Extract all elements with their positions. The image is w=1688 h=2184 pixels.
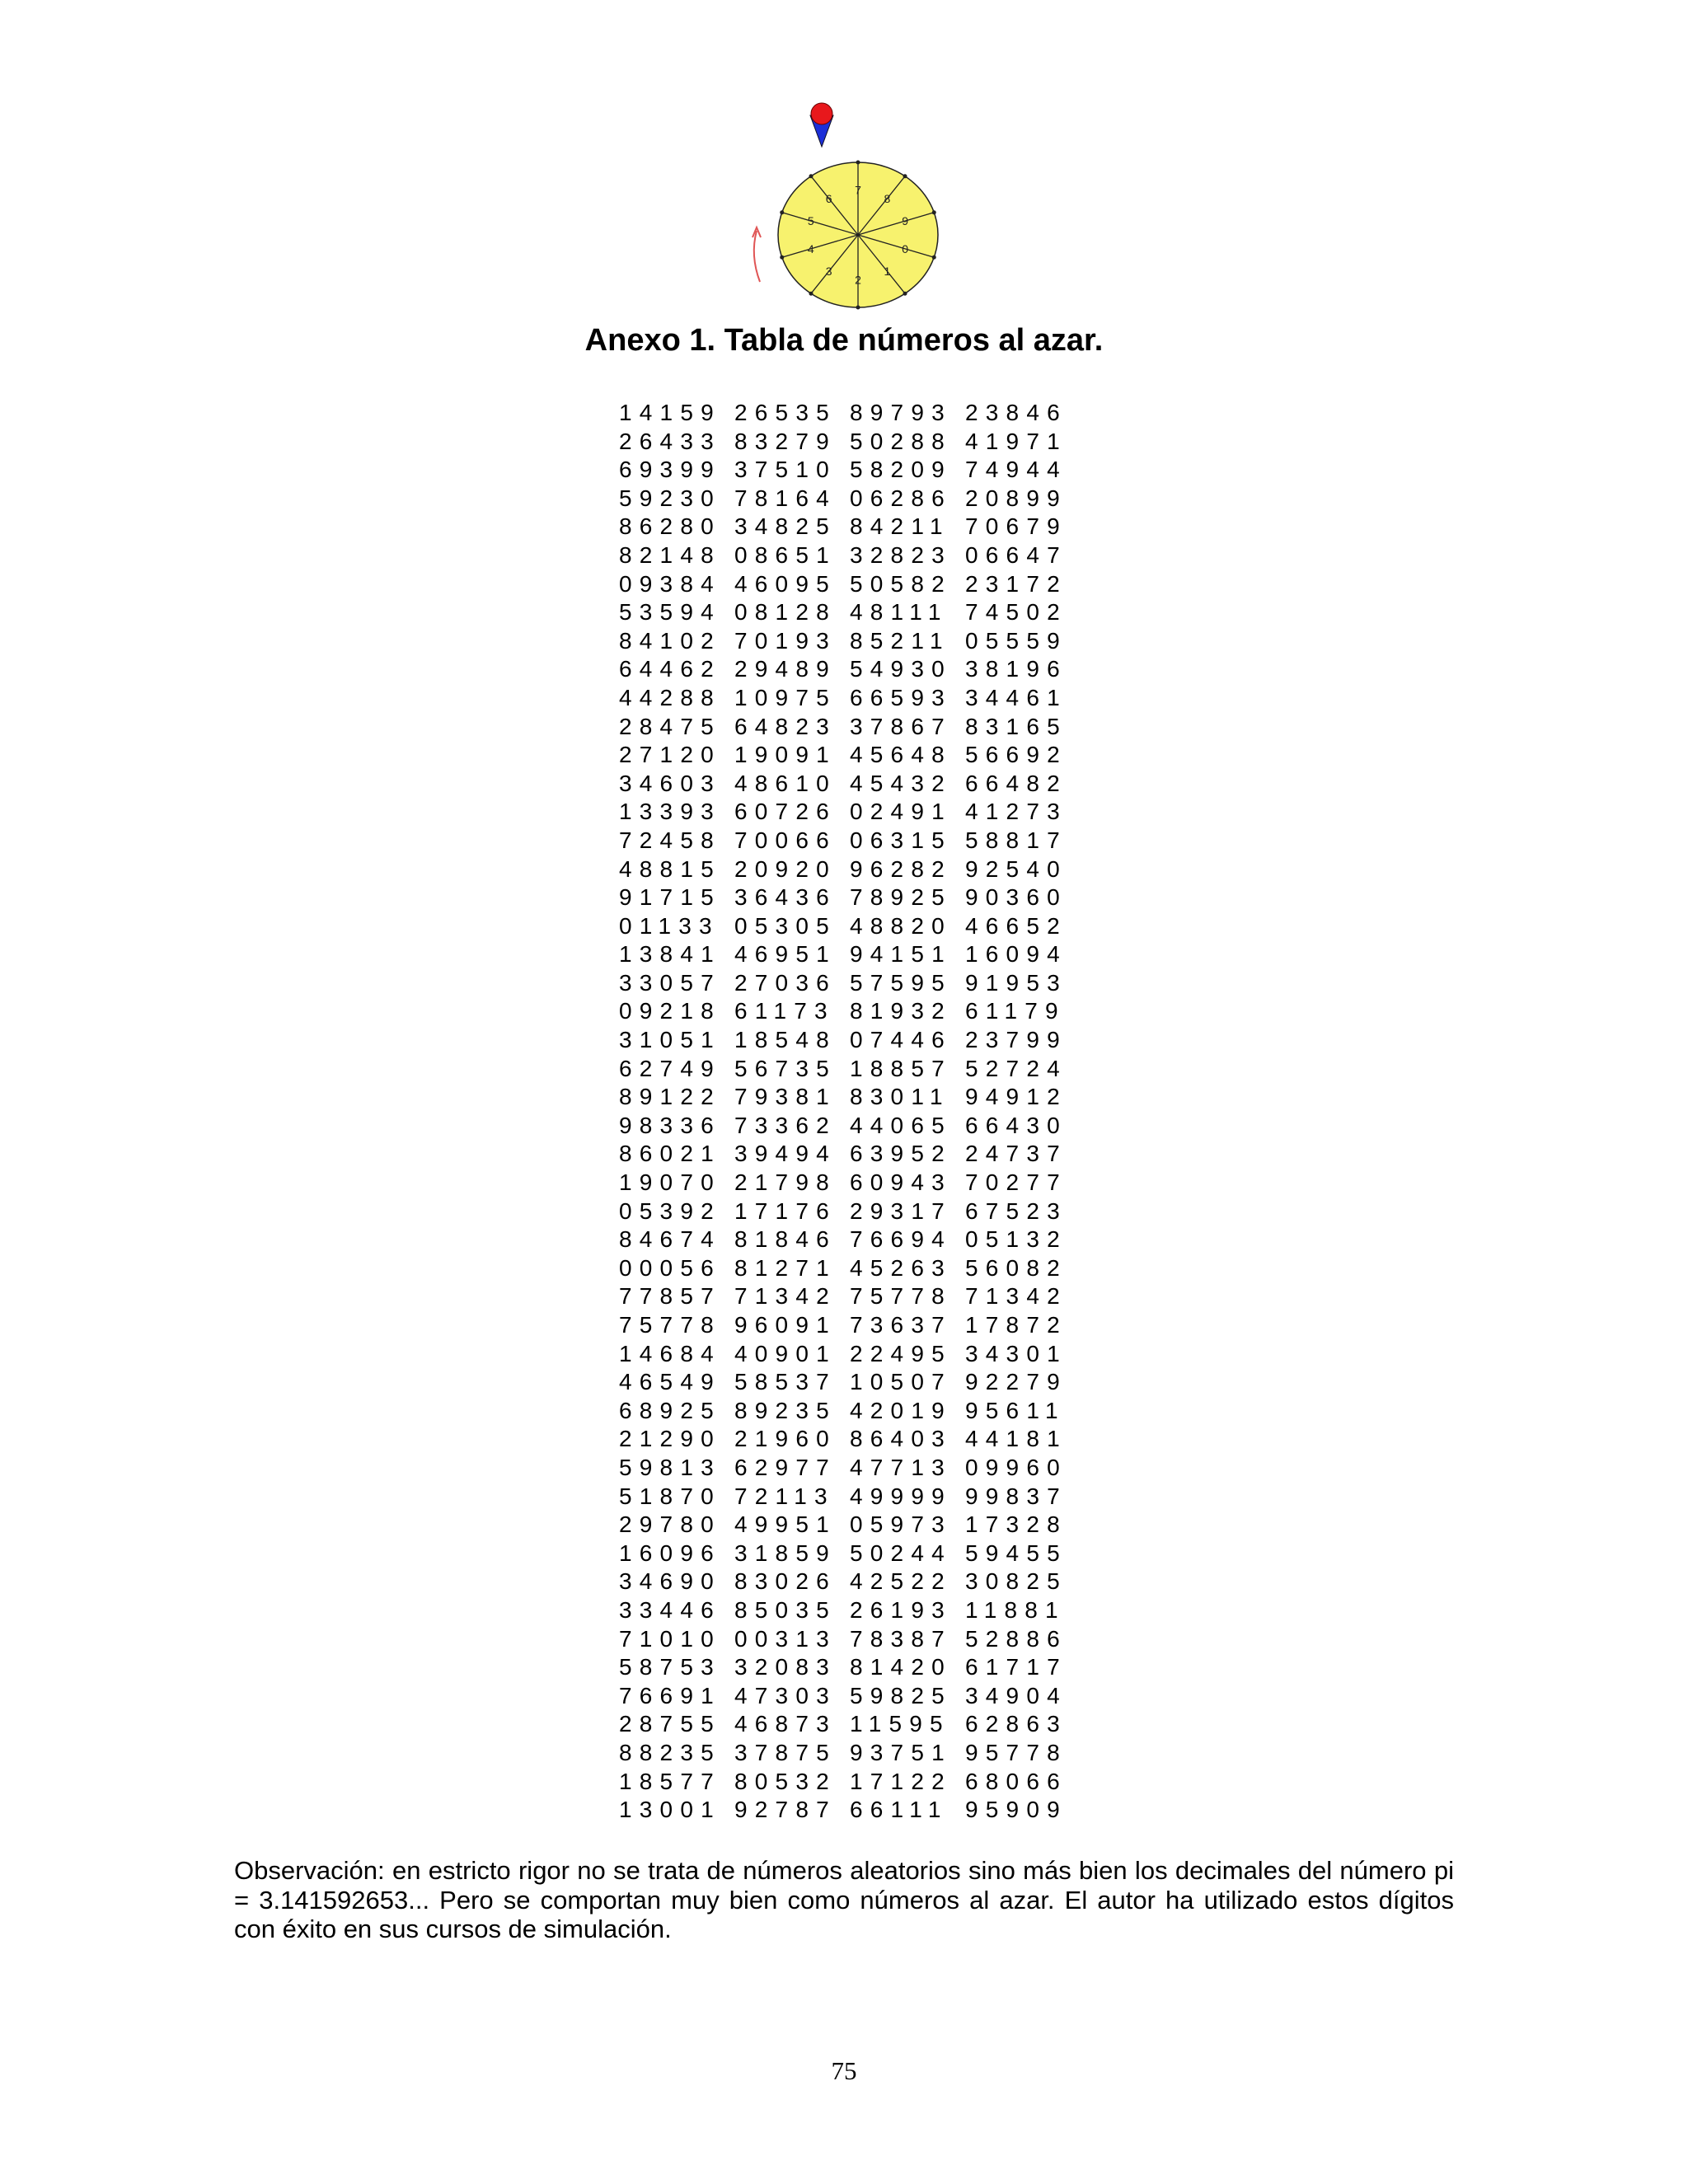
digit-group: 98336 xyxy=(619,1112,721,1138)
digit-group: 20899 xyxy=(965,485,1067,511)
wheel-digit-label: 2 xyxy=(855,273,861,287)
wheel-graphic xyxy=(753,103,938,310)
digit-group: 53594 xyxy=(619,599,721,626)
digit-group: 10507 xyxy=(850,1369,952,1395)
digit-group: 37510 xyxy=(734,457,837,483)
digit-group: 16096 xyxy=(619,1540,721,1566)
digit-group: 47303 xyxy=(734,1682,837,1708)
digit-group: 34904 xyxy=(965,1682,1067,1708)
digit-group: 58537 xyxy=(734,1369,837,1395)
digit-group: 48815 xyxy=(619,855,721,882)
digit-group: 31051 xyxy=(619,1027,721,1053)
table-row xyxy=(619,570,1081,599)
table-row xyxy=(619,912,1081,941)
table-row xyxy=(619,1340,1081,1369)
table-row xyxy=(619,655,1081,684)
digit-group: 81420 xyxy=(850,1654,952,1680)
digit-group: 50244 xyxy=(850,1540,952,1566)
digit-group: 28755 xyxy=(619,1711,721,1737)
digit-group: 66111 xyxy=(850,1797,949,1823)
digit-group: 29780 xyxy=(619,1511,721,1538)
digit-group: 10975 xyxy=(734,684,837,710)
digit-group: 80532 xyxy=(734,1768,837,1794)
digit-group: 24737 xyxy=(965,1141,1067,1167)
table-row xyxy=(619,428,1081,457)
digit-group: 08651 xyxy=(734,541,837,568)
digit-group: 59230 xyxy=(619,485,721,511)
digit-group: 52724 xyxy=(965,1055,1067,1081)
table-row xyxy=(619,1254,1081,1283)
digit-group: 13393 xyxy=(619,799,721,825)
digit-group: 18857 xyxy=(850,1055,952,1081)
digit-group: 48820 xyxy=(850,912,952,939)
wheel-peg xyxy=(856,161,860,165)
digit-group: 17872 xyxy=(965,1312,1067,1338)
table-row xyxy=(619,1625,1081,1654)
digit-group: 46873 xyxy=(734,1711,837,1737)
digit-group: 89793 xyxy=(850,400,952,425)
digit-group: 70066 xyxy=(734,827,837,853)
digit-group: 27036 xyxy=(734,969,837,996)
table-row xyxy=(619,1768,1081,1797)
digit-group: 26433 xyxy=(619,428,721,454)
digit-group: 81846 xyxy=(734,1226,837,1253)
digit-group: 86021 xyxy=(619,1141,721,1167)
digit-group: 13001 xyxy=(619,1797,721,1823)
digit-group: 14684 xyxy=(619,1340,721,1366)
digit-group: 06315 xyxy=(850,827,952,853)
digit-group: 20920 xyxy=(734,855,837,882)
wheel-digit-label: 7 xyxy=(855,183,861,197)
page-title: Anexo 1. Tabla de números al azar. xyxy=(584,323,1104,358)
digit-group: 66430 xyxy=(965,1112,1067,1138)
digit-group: 75778 xyxy=(850,1283,952,1310)
digit-group: 84211 xyxy=(850,513,950,540)
digit-group: 88235 xyxy=(619,1739,721,1765)
digit-group: 49951 xyxy=(734,1511,837,1538)
wheel-digit-label: 0 xyxy=(902,241,909,255)
digit-group: 27120 xyxy=(619,742,721,768)
digit-group: 69399 xyxy=(619,457,721,483)
digit-group: 59813 xyxy=(619,1454,721,1480)
digit-group: 32083 xyxy=(734,1654,837,1680)
digit-group: 00313 xyxy=(734,1625,837,1652)
digit-group: 78164 xyxy=(734,485,837,511)
table-row xyxy=(619,1739,1081,1768)
digit-group: 33446 xyxy=(619,1596,721,1623)
table-row xyxy=(619,1055,1081,1084)
table-row xyxy=(619,1682,1081,1711)
digit-group: 92787 xyxy=(734,1797,837,1823)
digit-group: 95909 xyxy=(965,1797,1067,1823)
digit-group: 70193 xyxy=(734,627,837,654)
pointer-head-icon xyxy=(811,103,832,124)
digit-group: 76694 xyxy=(850,1226,952,1253)
table-row xyxy=(619,456,1081,485)
digit-group: 31859 xyxy=(734,1540,837,1566)
digit-group: 94912 xyxy=(965,1084,1067,1110)
digit-group: 50582 xyxy=(850,570,952,597)
wheel-digit-label: 3 xyxy=(825,265,832,279)
digit-group: 83165 xyxy=(965,713,1067,739)
digit-group: 45648 xyxy=(850,742,952,768)
table-row xyxy=(619,798,1081,827)
digit-group: 17176 xyxy=(734,1197,837,1224)
digit-group: 01133 xyxy=(619,912,720,939)
digit-group: 06647 xyxy=(965,541,1067,568)
digit-group: 72113 xyxy=(734,1483,835,1509)
digit-group: 81932 xyxy=(850,998,952,1024)
digit-group: 18577 xyxy=(619,1768,721,1794)
digit-group: 84674 xyxy=(619,1226,721,1253)
digit-group: 73637 xyxy=(850,1312,952,1338)
table-row xyxy=(619,997,1081,1026)
digit-group: 19070 xyxy=(619,1169,721,1196)
digit-group: 81271 xyxy=(734,1254,837,1281)
table-row xyxy=(619,1425,1081,1454)
digit-group: 58817 xyxy=(965,827,1067,853)
digit-group: 34603 xyxy=(619,770,721,796)
digit-group: 57595 xyxy=(850,969,952,996)
table-row xyxy=(619,1511,1081,1540)
digit-group: 54930 xyxy=(850,656,952,682)
digit-group: 30825 xyxy=(965,1568,1067,1595)
digit-group: 67523 xyxy=(965,1197,1067,1224)
digit-group: 78925 xyxy=(850,884,952,911)
wheel-peg xyxy=(932,210,936,214)
table-row xyxy=(619,541,1081,570)
digit-group: 59825 xyxy=(850,1682,952,1708)
digit-group: 05132 xyxy=(965,1226,1067,1253)
digit-group: 73362 xyxy=(734,1112,837,1138)
digit-group: 42522 xyxy=(850,1568,952,1595)
digit-group: 61173 xyxy=(734,998,835,1024)
digit-group: 11595 xyxy=(850,1711,950,1737)
digit-group: 68066 xyxy=(965,1768,1067,1794)
digit-group: 92279 xyxy=(965,1369,1067,1395)
digit-group: 64462 xyxy=(619,656,721,682)
table-row xyxy=(619,713,1081,742)
table-row xyxy=(619,684,1081,713)
digit-group: 50288 xyxy=(850,428,952,454)
digit-group: 86403 xyxy=(850,1426,952,1452)
digit-group: 44181 xyxy=(965,1426,1067,1452)
digit-group: 33057 xyxy=(619,969,721,996)
digit-group: 93751 xyxy=(850,1739,952,1765)
digit-group: 99837 xyxy=(965,1483,1067,1509)
table-row xyxy=(619,1169,1081,1197)
digit-group: 60726 xyxy=(734,799,837,825)
table-row xyxy=(619,513,1081,541)
digit-group: 86280 xyxy=(619,513,721,540)
digit-group: 23799 xyxy=(965,1027,1067,1053)
digit-group: 71010 xyxy=(619,1625,721,1652)
digit-group: 56735 xyxy=(734,1055,837,1081)
digit-group: 91715 xyxy=(619,884,721,911)
table-row xyxy=(619,1026,1081,1055)
table-row xyxy=(619,1226,1081,1254)
digit-group: 37867 xyxy=(850,713,952,739)
digit-group: 52886 xyxy=(965,1625,1067,1652)
digit-group: 79381 xyxy=(734,1084,837,1110)
digit-group: 11881 xyxy=(965,1596,1066,1623)
table-row xyxy=(619,1083,1081,1112)
digit-group: 68925 xyxy=(619,1397,721,1423)
wheel-peg xyxy=(903,292,907,296)
digit-group: 61179 xyxy=(965,998,1066,1024)
wheel-peg xyxy=(932,255,936,260)
digit-group: 32823 xyxy=(850,541,952,568)
digit-group: 21290 xyxy=(619,1426,721,1452)
rotation-arrow-icon xyxy=(754,231,760,282)
random-number-table xyxy=(619,399,1081,1825)
table-row xyxy=(619,1368,1081,1397)
digit-group: 13841 xyxy=(619,941,721,968)
digit-group: 78387 xyxy=(850,1625,952,1652)
digit-group: 14159 xyxy=(619,400,721,425)
digit-group: 62977 xyxy=(734,1454,837,1480)
wheel-peg xyxy=(780,255,784,260)
digit-group: 77857 xyxy=(619,1283,721,1310)
digit-group: 91953 xyxy=(965,969,1067,996)
table-row xyxy=(619,485,1081,513)
table-row xyxy=(619,741,1081,770)
digit-group: 09218 xyxy=(619,998,721,1024)
table-row xyxy=(619,598,1081,627)
table-row xyxy=(619,1540,1081,1568)
digit-group: 34690 xyxy=(619,1568,721,1595)
digit-group: 29317 xyxy=(850,1197,952,1224)
digit-group: 41971 xyxy=(965,428,1067,454)
digit-group: 74502 xyxy=(965,599,1067,626)
digit-group: 40901 xyxy=(734,1340,837,1366)
digit-group: 71342 xyxy=(734,1283,837,1310)
digit-group: 46951 xyxy=(734,941,837,968)
digit-group: 09384 xyxy=(619,570,721,597)
wheel-digit-label: 1 xyxy=(884,265,891,279)
digit-group: 56692 xyxy=(965,742,1067,768)
digit-group: 89235 xyxy=(734,1397,837,1423)
digit-group: 62749 xyxy=(619,1055,721,1081)
table-row xyxy=(619,1197,1081,1226)
digit-group: 83026 xyxy=(734,1568,837,1595)
table-row xyxy=(619,827,1081,855)
table-row xyxy=(619,1454,1081,1483)
digit-group: 17122 xyxy=(850,1768,952,1794)
digit-group: 74944 xyxy=(965,457,1067,483)
table-row xyxy=(619,1397,1081,1426)
wheel-peg xyxy=(856,306,860,310)
table-row xyxy=(619,1796,1081,1825)
digit-group: 34825 xyxy=(734,513,837,540)
page-number: 75 xyxy=(831,2056,857,2085)
digit-group: 56082 xyxy=(965,1254,1067,1281)
digit-group: 95778 xyxy=(965,1739,1067,1765)
wheel-peg xyxy=(780,210,784,214)
digit-group: 66593 xyxy=(850,684,952,710)
table-row xyxy=(619,1596,1081,1625)
digit-group: 60943 xyxy=(850,1169,952,1196)
digit-group: 46549 xyxy=(619,1369,721,1395)
digit-group: 08128 xyxy=(734,599,837,626)
digit-group: 34461 xyxy=(965,684,1067,710)
digit-group: 95611 xyxy=(965,1397,1066,1423)
digit-group: 85211 xyxy=(850,627,950,654)
digit-group: 48610 xyxy=(734,770,837,796)
digit-group: 58209 xyxy=(850,457,952,483)
digit-group: 66482 xyxy=(965,770,1067,796)
digit-group: 38196 xyxy=(965,656,1067,682)
digit-group: 44065 xyxy=(850,1112,952,1138)
digit-group: 63952 xyxy=(850,1141,952,1167)
digit-group: 39494 xyxy=(734,1141,837,1167)
digit-group: 23846 xyxy=(965,400,1067,425)
digit-group: 89122 xyxy=(619,1084,721,1110)
roulette-wheel-illustration xyxy=(725,99,964,313)
table-row xyxy=(619,627,1081,656)
digit-group: 62863 xyxy=(965,1711,1067,1737)
digit-group: 58753 xyxy=(619,1654,721,1680)
digit-group: 07446 xyxy=(850,1027,952,1053)
digit-group: 16094 xyxy=(965,941,1067,968)
digit-group: 26535 xyxy=(734,400,837,425)
digit-group: 22495 xyxy=(850,1340,952,1366)
wheel-digit-label: 5 xyxy=(807,214,814,228)
digit-group: 37875 xyxy=(734,1739,837,1765)
digit-group: 05973 xyxy=(850,1511,952,1538)
digit-group: 83011 xyxy=(850,1084,950,1110)
wheel-peg xyxy=(809,174,813,178)
digit-group: 51870 xyxy=(619,1483,721,1509)
digit-group: 23172 xyxy=(965,570,1067,597)
digit-group: 49999 xyxy=(850,1483,952,1509)
digit-group: 72458 xyxy=(619,827,721,853)
wheel-digit-label: 4 xyxy=(807,241,814,255)
table-row xyxy=(619,969,1081,998)
digit-group: 05305 xyxy=(734,912,837,939)
digit-group: 19091 xyxy=(734,742,837,768)
digit-group: 46652 xyxy=(965,912,1067,939)
digit-group: 28475 xyxy=(619,713,721,739)
digit-group: 09960 xyxy=(965,1454,1067,1480)
digit-group: 96282 xyxy=(850,855,952,882)
digit-group: 42019 xyxy=(850,1397,952,1423)
wheel-digit-label: 9 xyxy=(902,214,909,228)
wheel-peg xyxy=(809,292,813,296)
digit-group: 94151 xyxy=(850,941,952,968)
wheel-digit-label: 8 xyxy=(884,191,891,205)
digit-group: 05392 xyxy=(619,1197,721,1224)
digit-group: 05559 xyxy=(965,627,1067,654)
table-row xyxy=(619,883,1081,912)
digit-group: 70679 xyxy=(965,513,1067,540)
digit-group: 76691 xyxy=(619,1682,721,1708)
digit-group: 83279 xyxy=(734,428,837,454)
digit-group: 26193 xyxy=(850,1596,952,1623)
digit-group: 45263 xyxy=(850,1254,952,1281)
digit-group: 92540 xyxy=(965,855,1067,882)
digit-group: 90360 xyxy=(965,884,1067,911)
digit-group: 44288 xyxy=(619,684,721,710)
wheel-peg xyxy=(903,174,907,178)
digit-group: 02491 xyxy=(850,799,952,825)
table-row xyxy=(619,1653,1081,1682)
digit-group: 29489 xyxy=(734,656,837,682)
digit-group: 96091 xyxy=(734,1312,837,1338)
digit-group: 06286 xyxy=(850,485,952,511)
digit-group: 82148 xyxy=(619,541,721,568)
table-row xyxy=(619,1483,1081,1511)
digit-group: 75778 xyxy=(619,1312,721,1338)
table-row xyxy=(619,1710,1081,1739)
digit-group: 00056 xyxy=(619,1254,721,1281)
table-row xyxy=(619,1282,1081,1311)
digit-group: 34301 xyxy=(965,1340,1067,1366)
digit-group: 21798 xyxy=(734,1169,837,1196)
digit-group: 70277 xyxy=(965,1169,1067,1196)
digit-group: 41273 xyxy=(965,799,1067,825)
digit-group: 85035 xyxy=(734,1596,837,1623)
table-row xyxy=(619,770,1081,799)
digit-group: 46095 xyxy=(734,570,837,597)
table-row xyxy=(619,855,1081,884)
digit-group: 21960 xyxy=(734,1426,837,1452)
digit-group: 17328 xyxy=(965,1511,1067,1538)
digit-group: 64823 xyxy=(734,713,837,739)
digit-group: 71342 xyxy=(965,1283,1067,1310)
table-row xyxy=(619,1140,1081,1169)
table-row xyxy=(619,1112,1081,1141)
digit-group: 48111 xyxy=(850,599,949,626)
table-row xyxy=(619,399,1081,428)
table-row xyxy=(619,1568,1081,1596)
wheel-digit-label: 6 xyxy=(825,191,832,205)
digit-group: 61717 xyxy=(965,1654,1067,1680)
digit-group: 47713 xyxy=(850,1454,952,1480)
observation-paragraph: Observación: en estricto rigor no se trata de números aleatorios sino más bien los decimales del número pi = 3.141592653... Pero se comportan muy bien como números al azar. El autor ha utilizado estos dígitos con éxito en sus cursos de simulación. xyxy=(234,1856,1454,1943)
digit-group: 84102 xyxy=(619,627,721,654)
table-row xyxy=(619,1311,1081,1340)
digit-group: 18548 xyxy=(734,1027,837,1053)
digit-group: 36436 xyxy=(734,884,837,911)
digit-group: 45432 xyxy=(850,770,952,796)
table-row xyxy=(619,940,1081,969)
digit-group: 59455 xyxy=(965,1540,1067,1566)
